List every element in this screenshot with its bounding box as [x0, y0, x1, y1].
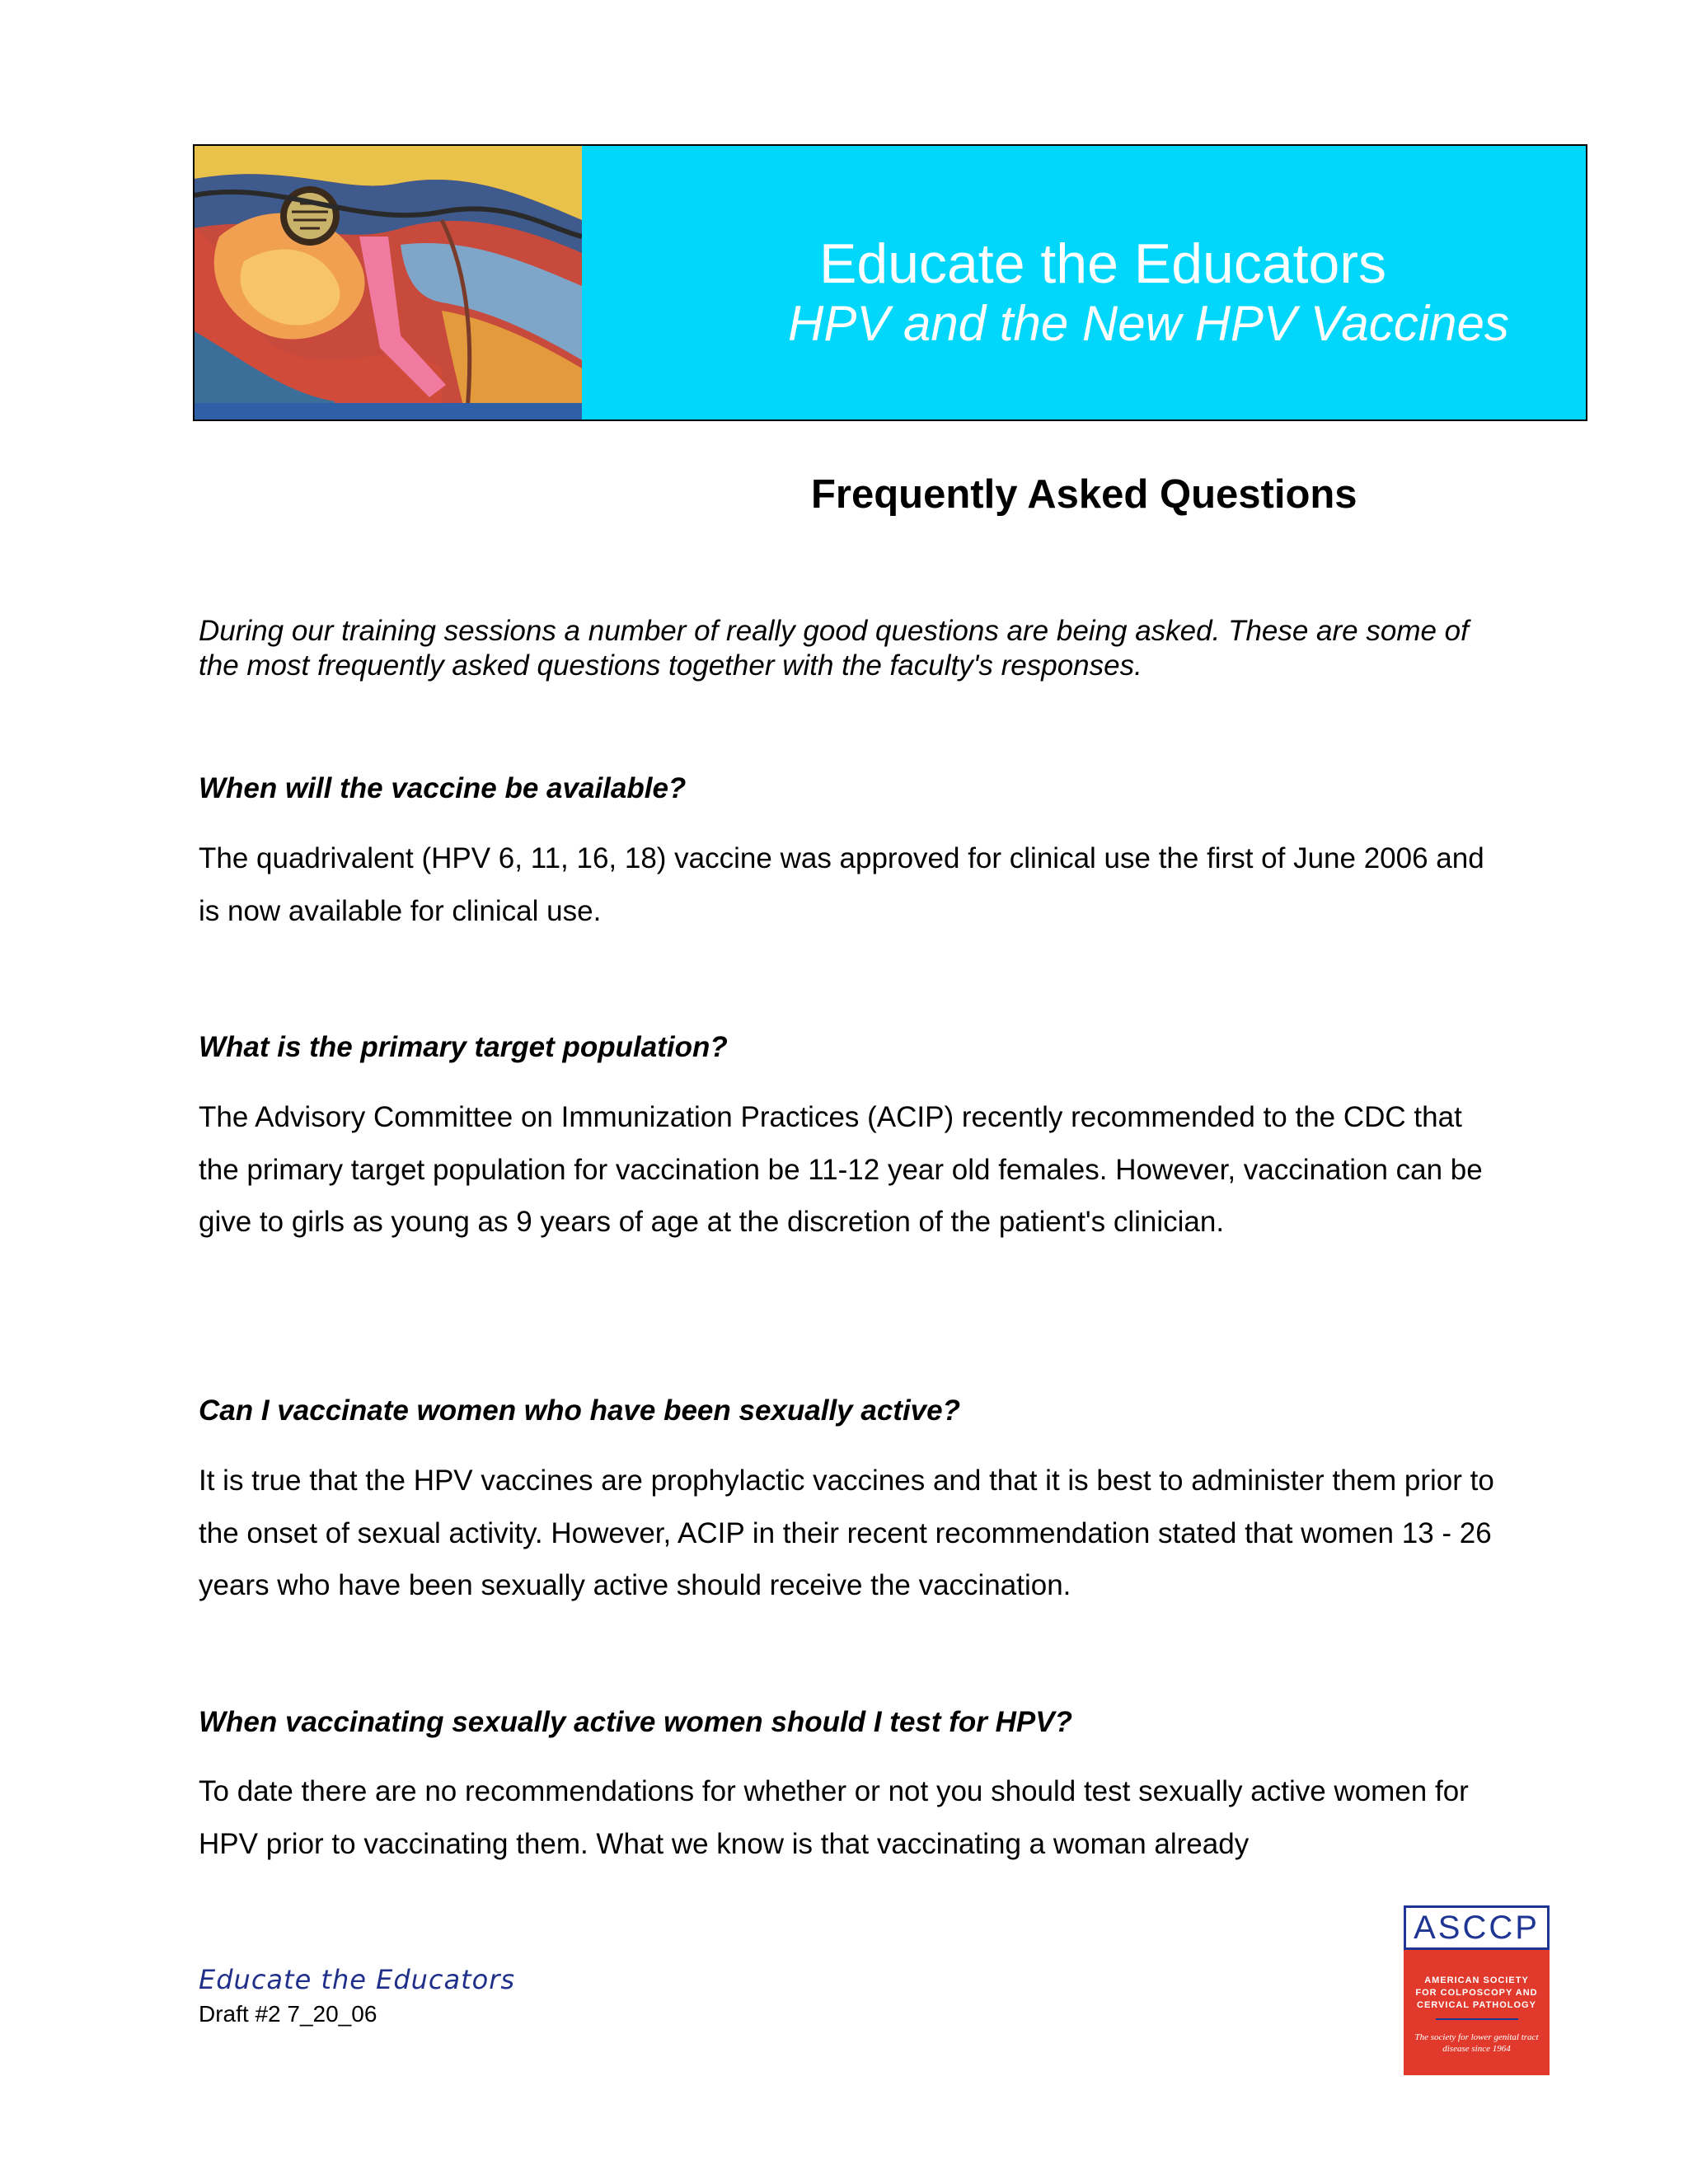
faq-answer: It is true that the HPV vaccines are prophylactic vaccines and that it is best to administer them prior to the onset of sexual activity. However, ACIP in their recent recommendation stated that women 13 - 26 years who have been sexually active should receive the vaccination.: [199, 1465, 1494, 1601]
logo-line-3: CERVICAL PATHOLOGY: [1417, 2000, 1536, 2010]
faq-question: When will the vaccine be available?: [199, 772, 687, 804]
logo-divider: [1436, 2018, 1518, 2020]
logo-line-1: AMERICAN SOCIETY: [1424, 1975, 1529, 1985]
faq-answer: The Advisory Committee on Immunization Practices (ACIP) recently recommended to the CDC that the primary target population for vaccination be 11-12 year old females. However, vaccination can be give to girls as young as 9 years of age at the discretion of the patient's clinician.: [199, 1101, 1483, 1238]
logo-description: [1404, 1950, 1550, 2075]
logo-acronym: ASCCP: [1404, 1905, 1550, 1950]
faq-question: Can I vaccinate women who have been sexually active?: [199, 1394, 960, 1427]
faq-answer: The quadrivalent (HPV 6, 11, 16, 18) vaccine was approved for clinical use the first of June 2006 and is now available for clinical use.: [199, 842, 1484, 927]
faq-answer: To date there are no recommendations for whether or not you should test sexually active women for HPV prior to vaccinating them. What we know is that vaccinating a woman already: [199, 1775, 1469, 1860]
logo-line-2: FOR COLPOSCOPY AND: [1415, 1988, 1538, 1998]
intro-paragraph: During our training sessions a number of really good questions are being asked. These are some of the most frequently asked questions together with the faculty's responses.: [199, 615, 1469, 682]
banner-painting-image: [195, 146, 582, 419]
header-banner: [193, 144, 1587, 421]
faq-question: When vaccinating sexually active women should I test for HPV?: [199, 1706, 1072, 1738]
banner-subtitle: HPV and the New HPV Vaccines: [788, 296, 1509, 351]
page-title: Frequently Asked Questions: [811, 472, 1357, 517]
footer-title: Educate the Educators: [199, 1964, 516, 1995]
logo-tagline: The society for lower genital tract disease since 1964: [1414, 2032, 1539, 2054]
faq-question: What is the primary target population?: [199, 1031, 728, 1063]
footer-draft-label: Draft #2 7_20_06: [199, 2001, 377, 2027]
banner-title: Educate the Educators: [819, 232, 1387, 295]
asccp-logo: [1404, 1905, 1550, 2075]
